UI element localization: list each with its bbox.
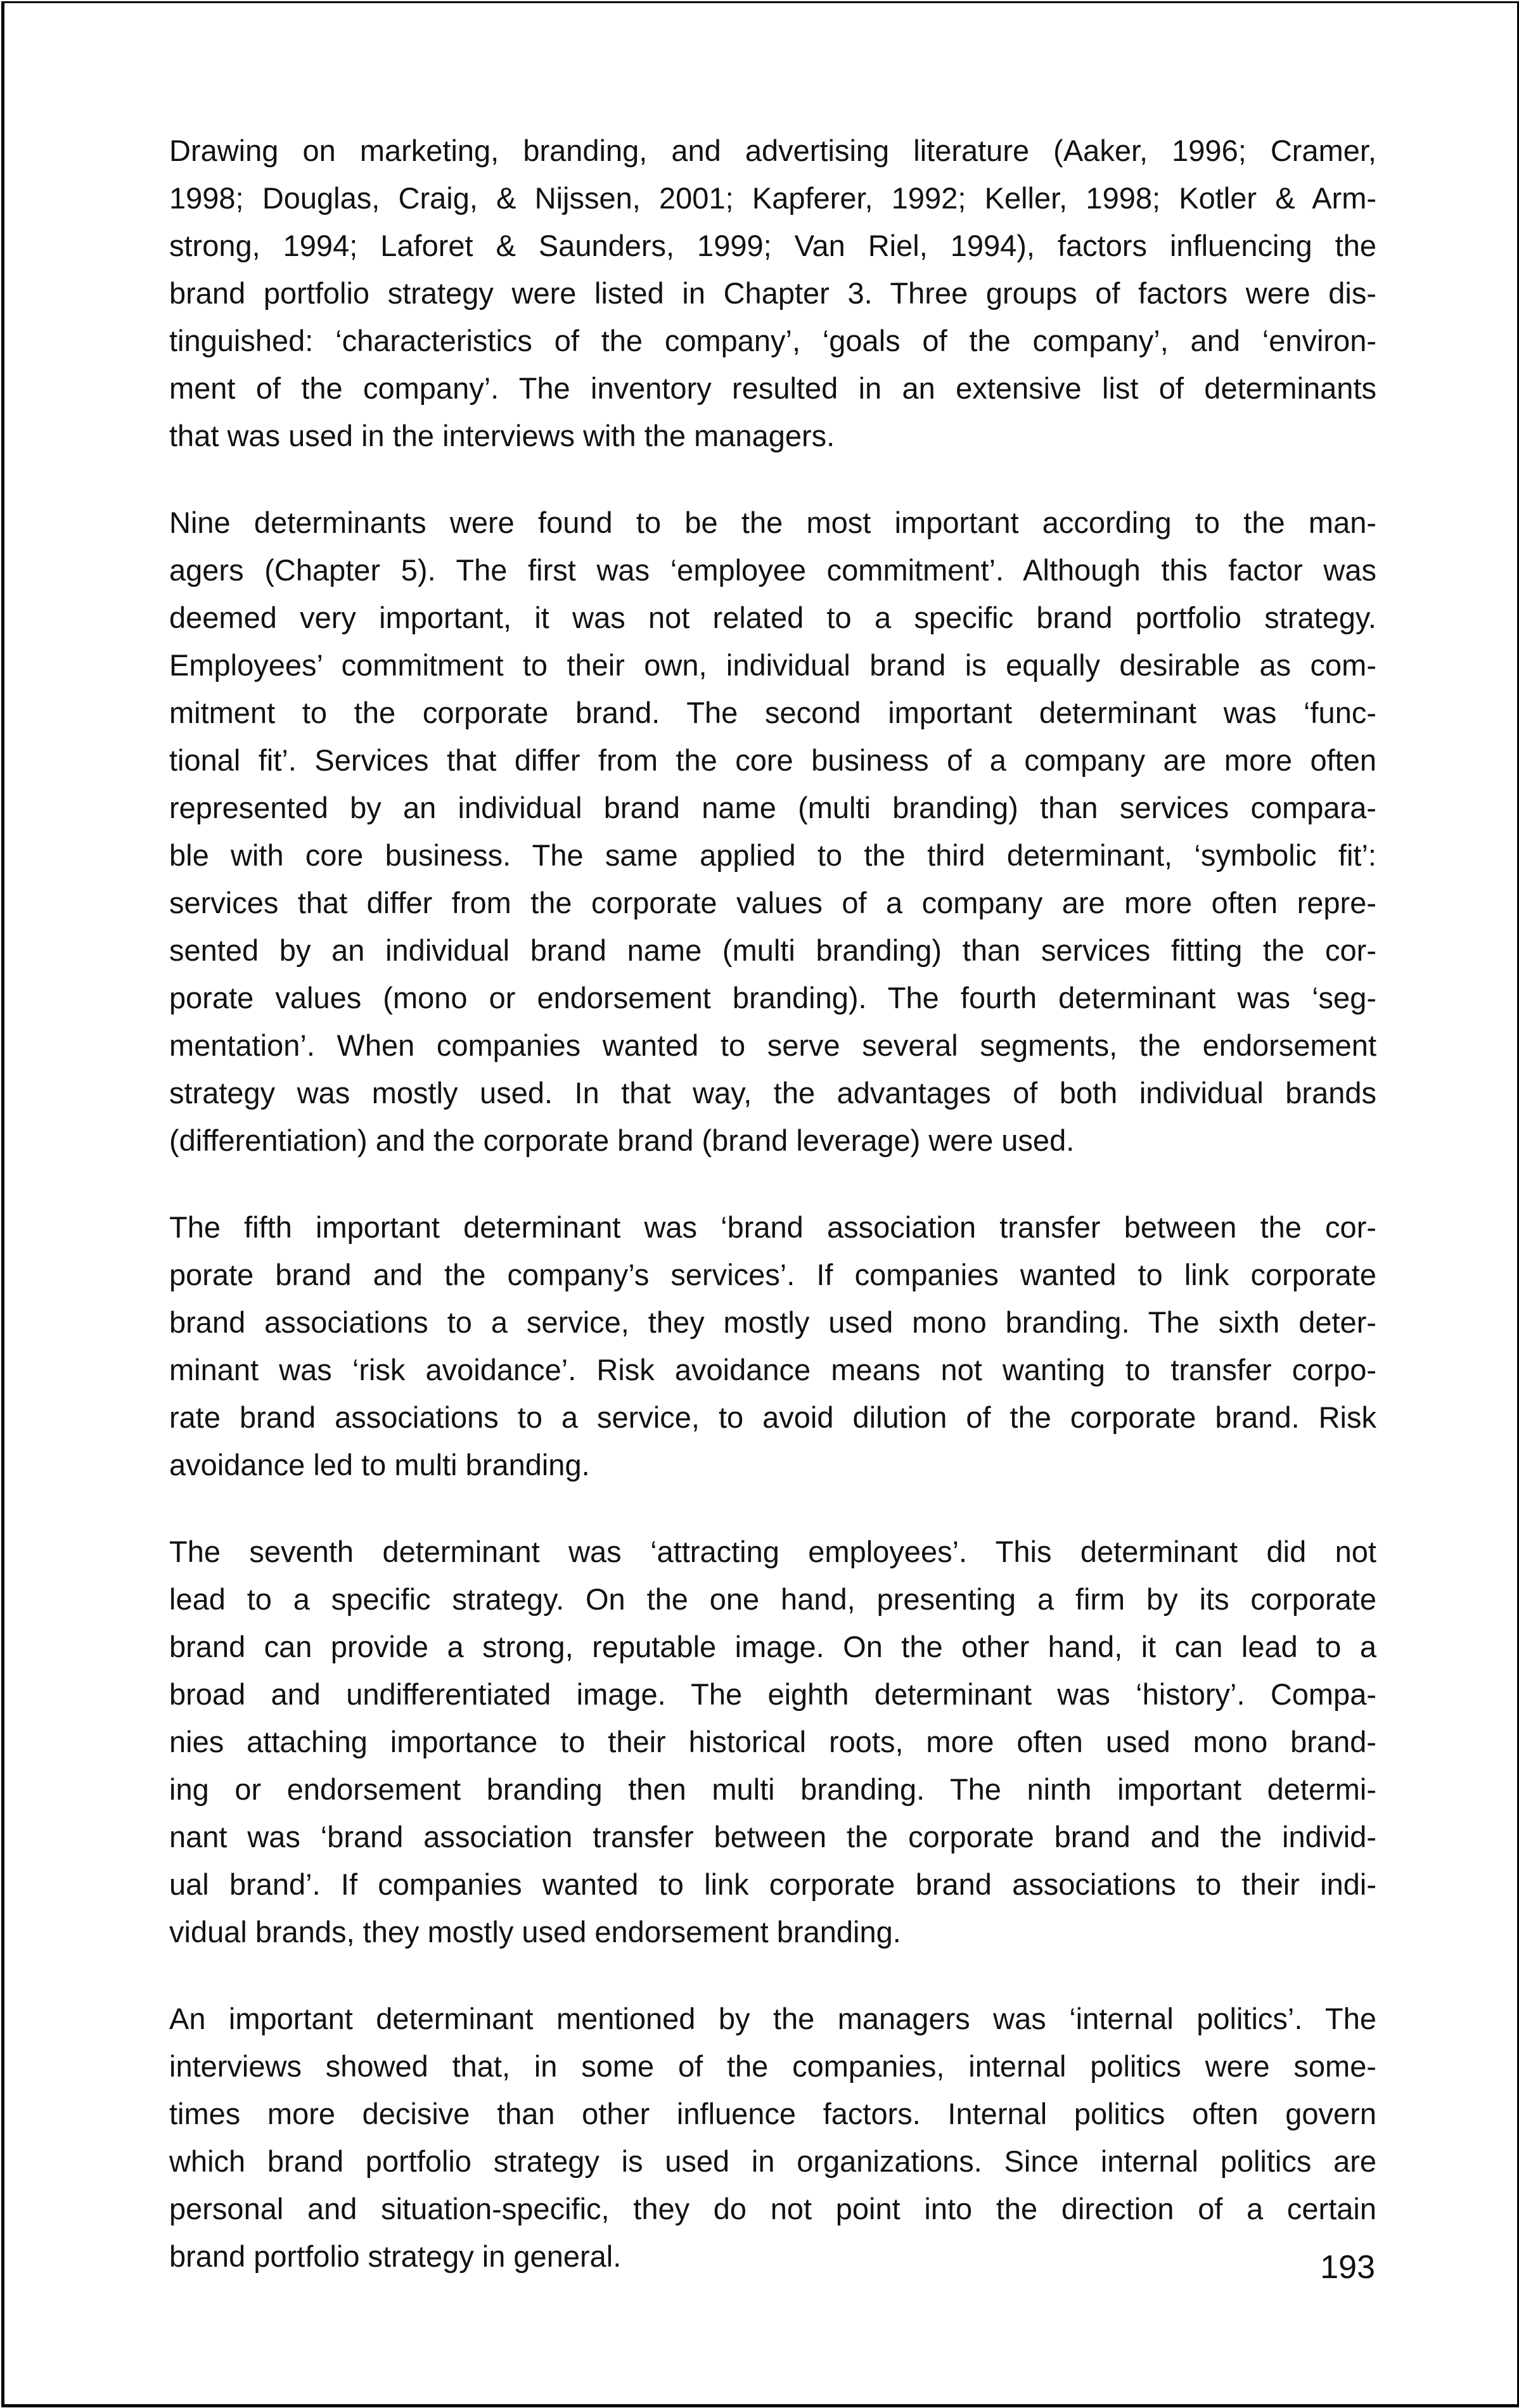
text-line: brand portfolio strategy were listed in Chapter 3. Three groups of factors were dis-	[169, 276, 1376, 310]
text-line: services that differ from the corporate values of a company are more often repre-	[169, 886, 1376, 919]
text-line: porate brand and the company’s services’. If companies wanted to link corporate	[169, 1258, 1376, 1291]
text-line: tinguished: ‘characteristics of the company’, ‘goals of the company’, and ‘environ-	[169, 324, 1376, 357]
page-number: 193	[1320, 2249, 1375, 2286]
body-text	[169, 127, 1376, 2319]
text-line: deemed very important, it was not related to a specific brand portfolio strategy.	[169, 601, 1376, 634]
text-line: The fifth important determinant was ‘brand association transfer between the cor-	[169, 1210, 1376, 1244]
text-line: tional fit’. Services that differ from the core business of a company are more often	[169, 743, 1376, 777]
text-line: minant was ‘risk avoidance’. Risk avoidance means not wanting to transfer corpo-	[169, 1353, 1376, 1387]
text-line: brand portfolio strategy in general.	[169, 2239, 622, 2273]
text-line: brand can provide a strong, reputable image. On the other hand, it can lead to a	[169, 1630, 1376, 1663]
text-line: vidual brands, they mostly used endorsement branding.	[169, 1915, 901, 1949]
text-line: An important determinant mentioned by the managers was ‘internal politics’. The	[169, 2002, 1376, 2035]
paragraph	[169, 127, 1376, 459]
text-line: ual brand’. If companies wanted to link corporate brand associations to their indi-	[169, 1867, 1376, 1901]
text-line: mentation’. When companies wanted to serve several segments, the endorsement	[169, 1028, 1376, 1062]
text-line: 1998; Douglas, Craig, & Nijssen, 2001; Kapferer, 1992; Keller, 1998; Kotler & Arm-	[169, 181, 1376, 215]
text-line: strong, 1994; Laforet & Saunders, 1999; Van Riel, 1994), factors influencing the	[169, 229, 1376, 262]
text-line: sented by an individual brand name (multi branding) than services fitting the cor-	[169, 933, 1376, 967]
text-line: ble with core business. The same applied to the third determinant, ‘symbolic fit’:	[169, 838, 1376, 872]
text-line: Employees’ commitment to their own, individual brand is equally desirable as com-	[169, 648, 1376, 682]
text-line: ment of the company’. The inventory resulted in an extensive list of determinants	[169, 371, 1376, 405]
text-line: represented by an individual brand name (multi branding) than services compara-	[169, 791, 1376, 824]
text-line: ing or endorsement branding then multi branding. The ninth important determi-	[169, 1772, 1376, 1806]
text-line: nant was ‘brand association transfer between the corporate brand and the individ-	[169, 1820, 1376, 1854]
text-line: strategy was mostly used. In that way, the advantages of both individual brands	[169, 1076, 1376, 1110]
text-line: personal and situation-specific, they do not point into the direction of a certain	[169, 2192, 1376, 2225]
text-line: brand associations to a service, they mostly used mono branding. The sixth deter-	[169, 1305, 1376, 1339]
text-line: which brand portfolio strategy is used in organizations. Since internal politics are	[169, 2144, 1376, 2178]
text-line: (differentiation) and the corporate brand (brand leverage) were used.	[169, 1124, 1075, 1157]
text-line: Drawing on marketing, branding, and advertising literature (Aaker, 1996; Cramer,	[169, 134, 1376, 167]
text-line: The seventh determinant was ‘attracting employees’. This determinant did not	[169, 1535, 1376, 1568]
text-line: Nine determinants were found to be the most important according to the man-	[169, 506, 1376, 539]
paragraph	[169, 499, 1376, 1164]
text-line: agers (Chapter 5). The first was ‘employee commitment’. Although this factor was	[169, 553, 1376, 587]
paragraph	[169, 1995, 1376, 2280]
text-line: interviews showed that, in some of the companies, internal politics were some-	[169, 2049, 1376, 2083]
text-line: times more decisive than other influence factors. Internal politics often govern	[169, 2097, 1376, 2130]
paragraph	[169, 1528, 1376, 1956]
text-line: that was used in the interviews with the managers.	[169, 419, 835, 452]
text-line: rate brand associations to a service, to avoid dilution of the corporate brand. Risk	[169, 1400, 1376, 1434]
text-line: lead to a specific strategy. On the one hand, presenting a firm by its corporate	[169, 1582, 1376, 1616]
text-line: porate values (mono or endorsement branding). The fourth determinant was ‘seg-	[169, 981, 1376, 1015]
text-line: broad and undifferentiated image. The eighth determinant was ‘history’. Compa-	[169, 1677, 1376, 1711]
text-line: avoidance led to multi branding.	[169, 1448, 590, 1482]
paragraph	[169, 1203, 1376, 1489]
text-line: nies attaching importance to their historical roots, more often used mono brand-	[169, 1725, 1376, 1758]
text-line: mitment to the corporate brand. The second important determinant was ‘func-	[169, 696, 1376, 729]
